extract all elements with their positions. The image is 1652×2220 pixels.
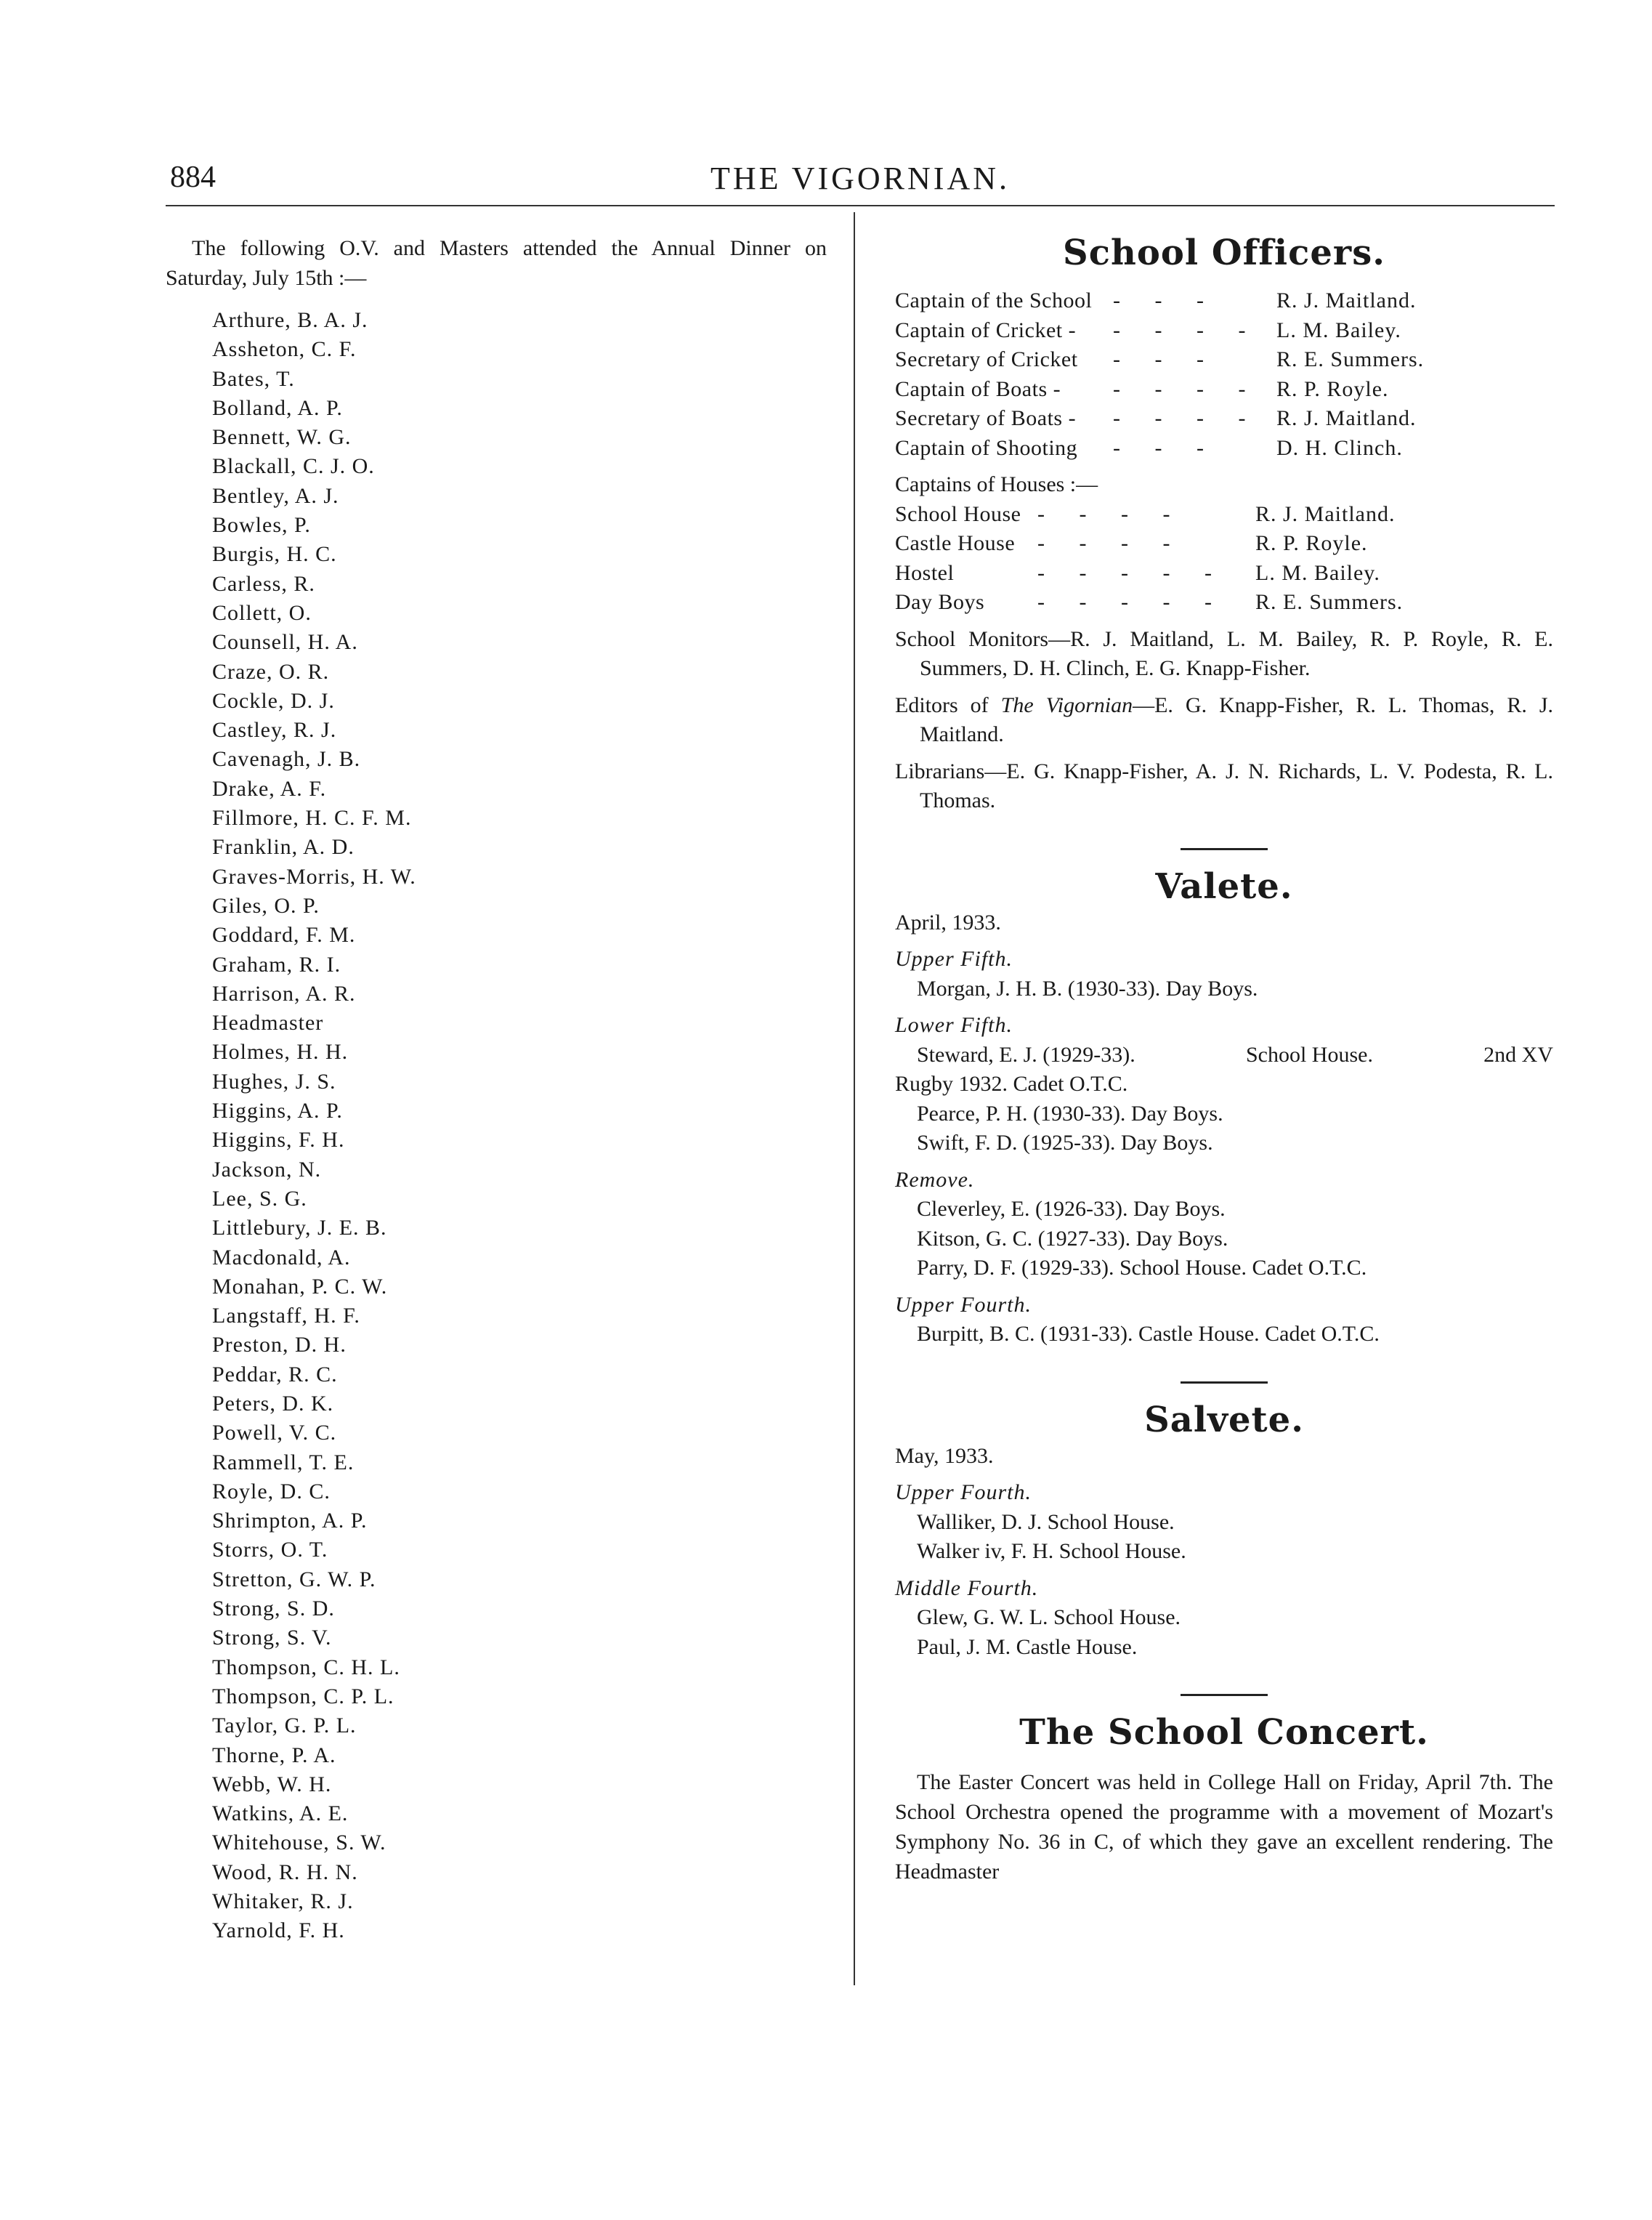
attendee-name: Castley, R. J. — [212, 718, 337, 743]
attendee-name: Bowles, P. — [212, 513, 311, 538]
house-row — [895, 559, 1553, 589]
house-captain: R. E. Summers. — [1255, 590, 1404, 614]
officer-row — [895, 286, 1553, 316]
leader-dashes: - - - — [1113, 435, 1218, 460]
attendee-list — [166, 306, 827, 1946]
attendee-name: Blackall, C. J. O. — [212, 454, 375, 479]
form-label: Upper Fourth. — [895, 1292, 1032, 1317]
form-label: Upper Fourth. — [895, 1480, 1032, 1504]
pupil-entry-continued: Rugby 1932. Cadet O.T.C. — [895, 1072, 1128, 1096]
attendee-name: Harrison, A. R. — [212, 981, 356, 1006]
officers-table — [895, 286, 1553, 618]
editors-names: —E. G. Knapp-Fisher, R. L. Thomas, R. J. Maitland. — [920, 693, 1553, 746]
pupil-team: 2nd XV — [1483, 1042, 1553, 1067]
form-label: Upper Fifth. — [895, 947, 1013, 971]
pupil-entry: Swift, F. D. (1925-33). Day Boys. — [917, 1131, 1213, 1155]
page-header — [166, 160, 1555, 203]
officer-role: Secretary of Cricket — [895, 347, 1078, 371]
page-number: 884 — [170, 161, 216, 194]
section-rule — [1181, 848, 1268, 850]
attendee-name: Giles, O. P. — [212, 893, 320, 918]
leader-dashes: - - - - — [1113, 318, 1260, 342]
attendee-name: Franklin, A. D. — [212, 835, 355, 860]
officer-role: Captain of Cricket - — [895, 318, 1077, 342]
officer-name: R. E. Summers. — [1276, 347, 1425, 371]
leader-dashes: - - - - - — [1037, 560, 1226, 585]
attendee-name: Monahan, P. C. W. — [212, 1274, 388, 1299]
attendee-name: Bates, T. — [212, 366, 295, 391]
officer-role: Secretary of Boats - — [895, 406, 1077, 430]
attendee-name: Peters, D. K. — [212, 1391, 334, 1416]
attendee-name: Storrs, O. T. — [212, 1538, 328, 1562]
leader-dashes: - - - - — [1037, 531, 1185, 555]
librarians: Librarians—E. G. Knapp-Fisher, A. J. N. Richards, L. V. Podesta, R. L. Thomas. — [895, 759, 1553, 812]
houses-heading: Captains of Houses :— — [895, 472, 1098, 496]
attendee-name: Thompson, C. H. L. — [212, 1655, 400, 1679]
attendee-name: Wood, R. H. N. — [212, 1860, 358, 1884]
pupil-entry: Parry, D. F. (1929-33). School House. Cadet O.T.C. — [917, 1256, 1367, 1280]
house-captain: R. P. Royle. — [1255, 531, 1368, 555]
attendee-name: Hughes, J. S. — [212, 1069, 336, 1094]
leader-dashes: - - - - — [1037, 501, 1185, 526]
column-divider — [854, 212, 855, 1985]
house-captain: R. J. Maitland. — [1255, 501, 1396, 526]
attendee-name: Strong, S. D. — [212, 1597, 335, 1621]
running-title: THE VIGORNIAN. — [710, 161, 1011, 196]
attendee-name: Lee, S. G. — [212, 1186, 307, 1211]
officer-row — [895, 375, 1553, 405]
attendee-name: Headmaster — [212, 1011, 324, 1036]
officer-name: L. M. Bailey. — [1276, 318, 1401, 342]
pupil-entry: Burpitt, B. C. (1931-33). Castle House. Cadet O.T.C. — [917, 1322, 1380, 1346]
house-row — [895, 588, 1553, 618]
attendee-name: Thorne, P. A. — [212, 1743, 336, 1767]
house-captain: L. M. Bailey. — [1255, 560, 1380, 585]
concert-paragraph: The Easter Concert was held in College Hall on Friday, April 7th. The School Orchestra opened the programme with a movement of Mozart's Symphony No. 36 in C, of which they gave an excellent rendering. The Headmaster — [895, 1770, 1553, 1884]
pupil-entry — [895, 1041, 1553, 1070]
school-officers-heading: School Officers. — [1063, 233, 1385, 273]
attendee-name: Graham, R. I. — [212, 952, 341, 977]
leader-dashes: - - - - - — [1037, 590, 1226, 614]
officer-role: Captain of Shooting — [895, 435, 1078, 460]
salvete-date: May, 1933. — [895, 1443, 994, 1468]
attendee-name: Thompson, C. P. L. — [212, 1684, 394, 1708]
attendee-name: Arthure, B. A. J. — [212, 308, 368, 332]
pupil-entry: Morgan, J. H. B. (1930-33). Day Boys. — [917, 976, 1258, 1001]
attendee-name: Webb, W. H. — [212, 1772, 332, 1796]
officer-role: Captain of the School — [895, 288, 1093, 312]
attendee-name: Jackson, N. — [212, 1157, 322, 1182]
attendee-name: Shrimpton, A. P. — [212, 1509, 368, 1533]
leader-dashes: - - - — [1113, 288, 1218, 312]
form-label: Lower Fifth. — [895, 1013, 1013, 1037]
house-name: Day Boys — [895, 590, 985, 614]
attendee-name: Peddar, R. C. — [212, 1362, 338, 1387]
officer-row — [895, 434, 1553, 464]
officer-row — [895, 345, 1553, 375]
valete-date: April, 1933. — [895, 910, 1001, 935]
attendee-name: Holmes, H. H. — [212, 1040, 349, 1065]
section-rule — [1181, 1694, 1268, 1696]
officer-row — [895, 404, 1553, 434]
officer-role: Captain of Boats - — [895, 376, 1061, 401]
school-monitors: School Monitors—R. J. Maitland, L. M. Bailey, R. P. Royle, R. E. Summers, D. H. Clinch, E. G. Knapp-Fisher. — [895, 626, 1553, 680]
right-column — [895, 231, 1553, 1886]
pupil-entry: Walliker, D. J. School House. — [917, 1509, 1175, 1534]
house-row — [895, 529, 1553, 559]
attendee-name: Rammell, T. E. — [212, 1450, 355, 1474]
officer-name: R. P. Royle. — [1276, 376, 1389, 401]
officer-row — [895, 316, 1553, 346]
pupil-entry: Kitson, G. C. (1927-33). Day Boys. — [917, 1226, 1228, 1251]
pupil-name: Steward, E. J. (1929-33). — [917, 1042, 1135, 1067]
form-label: Remove. — [895, 1167, 975, 1192]
attendee-name: Craze, O. R. — [212, 659, 330, 684]
attendee-name: Bentley, A. J. — [212, 483, 339, 508]
salvete-heading: Salvete. — [1144, 1399, 1304, 1440]
left-column — [166, 234, 827, 1946]
pupil-entry: Glew, G. W. L. School House. — [917, 1605, 1181, 1629]
house-name: School House — [895, 501, 1021, 526]
editors — [895, 691, 1553, 750]
section-rule — [1181, 1381, 1268, 1384]
editors-prefix: Editors of — [895, 693, 1001, 717]
magazine-title: The Vigornian — [1000, 693, 1133, 717]
dinner-intro: The following O.V. and Masters attended the Annual Dinner on Saturday, July 15th :— — [166, 236, 827, 290]
leader-dashes: - - - - — [1113, 376, 1260, 401]
attendee-name: Fillmore, H. C. F. M. — [212, 806, 412, 831]
attendee-name: Collett, O. — [212, 600, 312, 625]
officer-name: D. H. Clinch. — [1276, 435, 1403, 460]
pupil-entry: Cleverley, E. (1926-33). Day Boys. — [917, 1197, 1226, 1221]
attendee-name: Assheton, C. F. — [212, 337, 357, 362]
attendee-name: Higgins, A. P. — [212, 1099, 343, 1123]
attendee-name: Counsell, H. A. — [212, 630, 358, 655]
attendee-name: Drake, A. F. — [212, 776, 327, 801]
attendee-name: Watkins, A. E. — [212, 1801, 349, 1826]
attendee-name: Bennett, W. G. — [212, 425, 352, 450]
attendee-name: Royle, D. C. — [212, 1479, 331, 1503]
pupil-house: School House. — [1245, 1042, 1373, 1067]
house-name: Hostel — [895, 560, 955, 585]
valete-heading: Valete. — [1155, 865, 1293, 907]
house-row — [895, 500, 1553, 530]
attendee-name: Macdonald, A. — [212, 1245, 351, 1270]
leader-dashes: - - - - — [1113, 406, 1260, 430]
attendee-name: Goddard, F. M. — [212, 923, 356, 948]
attendee-name: Yarnold, F. H. — [212, 1918, 345, 1943]
attendee-name: Taylor, G. P. L. — [212, 1714, 357, 1738]
attendee-name: Whitaker, R. J. — [212, 1889, 354, 1914]
form-label: Middle Fourth. — [895, 1575, 1039, 1600]
house-name: Castle House — [895, 531, 1016, 555]
concert-heading: The School Concert. — [1019, 1712, 1429, 1753]
attendee-name: Stretton, G. W. P. — [212, 1567, 376, 1591]
pupil-entry: Walker iv, F. H. School House. — [917, 1539, 1186, 1563]
attendee-name: Higgins, F. H. — [212, 1128, 345, 1153]
pupil-entry: Pearce, P. H. (1930-33). Day Boys. — [917, 1101, 1223, 1126]
attendee-name: Strong, S. V. — [212, 1626, 332, 1650]
attendee-name: Powell, V. C. — [212, 1421, 337, 1445]
attendee-name: Cockle, D. J. — [212, 688, 335, 713]
attendee-name: Whitehouse, S. W. — [212, 1831, 386, 1855]
attendee-name: Langstaff, H. F. — [212, 1304, 360, 1328]
attendee-name: Bolland, A. P. — [212, 395, 343, 420]
attendee-name: Carless, R. — [212, 571, 315, 596]
attendee-name: Burgis, H. C. — [212, 542, 337, 567]
attendee-name: Cavenagh, J. B. — [212, 747, 361, 772]
attendee-name: Littlebury, J. E. B. — [212, 1216, 387, 1240]
attendee-name: Graves-Morris, H. W. — [212, 864, 416, 889]
officer-name: R. J. Maitland. — [1276, 406, 1417, 430]
attendee-name: Preston, D. H. — [212, 1333, 347, 1357]
officer-name: R. J. Maitland. — [1276, 288, 1417, 312]
header-rule — [166, 205, 1555, 206]
leader-dashes: - - - — [1113, 347, 1218, 371]
pupil-entry: Paul, J. M. Castle House. — [917, 1634, 1138, 1659]
